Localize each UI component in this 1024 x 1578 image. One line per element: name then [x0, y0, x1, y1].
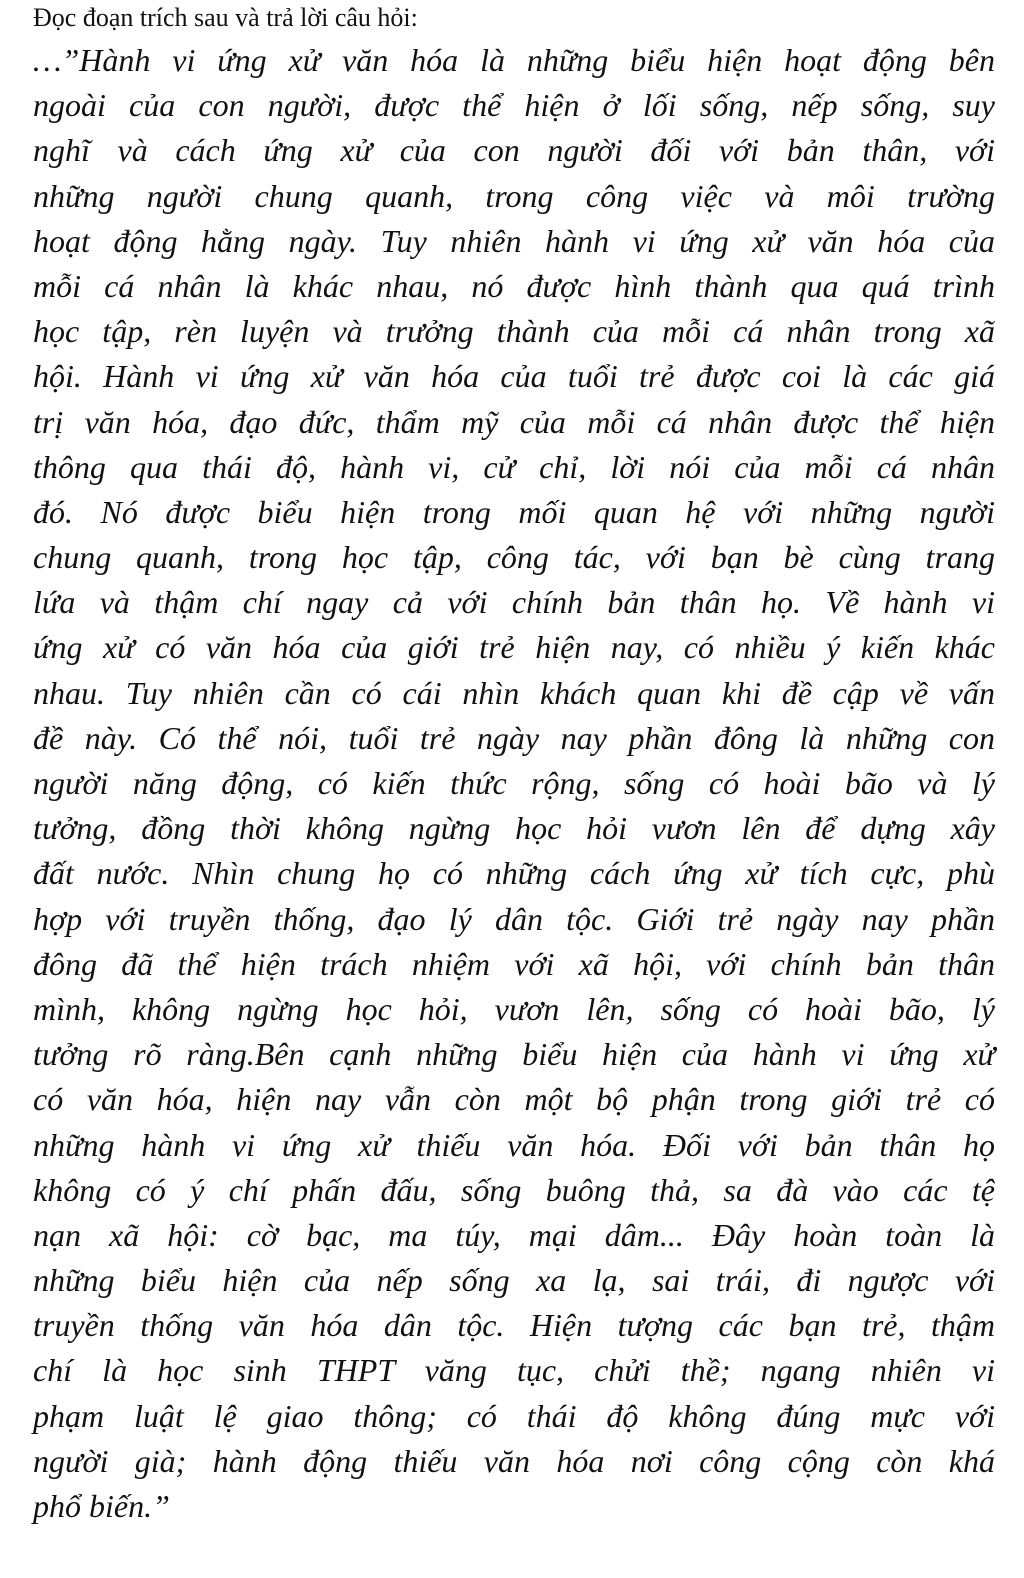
- passage-line: nhau. Tuy nhiên cần có cái nhìn khách quan khi đề cập về vấn: [33, 674, 995, 711]
- passage-line: những người chung quanh, trong công việc và môi trường: [33, 177, 995, 214]
- passage-line: ngoài của con người, được thể hiện ở lối sống, nếp sống, suy: [33, 87, 995, 124]
- passage-line: nạn xã hội: cờ bạc, ma túy, mại dâm... Đây hoàn toàn là: [33, 1216, 995, 1253]
- passage-line: lứa và thậm chí ngay cả với chính bản thân họ. Về hành vi: [33, 584, 995, 621]
- passage-line: có văn hóa, hiện nay vẫn còn một bộ phận trong giới trẻ có: [33, 1081, 995, 1118]
- passage-line: phổ biến.”: [33, 1488, 170, 1524]
- passage-line: những hành vi ứng xử thiếu văn hóa. Đối với bản thân họ: [33, 1126, 995, 1163]
- passage-line: nghĩ và cách ứng xử của con người đối với bản thân, với: [33, 132, 995, 169]
- passage-line: đề này. Có thể nói, tuổi trẻ ngày nay phần đông là những con: [33, 719, 995, 756]
- passage-line: học tập, rèn luyện và trưởng thành của mỗi cá nhân trong xã: [33, 313, 995, 350]
- passage-line: …”Hành vi ứng xử văn hóa là những biểu hiện hoạt động bên: [33, 42, 995, 78]
- passage-line: tưởng, đồng thời không ngừng học hỏi vươn lên để dựng xây: [33, 810, 995, 847]
- passage-line: mình, không ngừng học hỏi, vươn lên, sống có hoài bão, lý: [33, 990, 995, 1027]
- passage-line: đông đã thể hiện trách nhiệm với xã hội, với chính bản thân: [33, 945, 995, 982]
- passage-line: hợp với truyền thống, đạo lý dân tộc. Giới trẻ ngày nay phần: [33, 900, 995, 937]
- passage-line: thông qua thái độ, hành vi, cử chỉ, lời nói của mỗi cá nhân: [33, 448, 995, 485]
- passage-line: không có ý chí phấn đấu, sống buông thả, sa đà vào các tệ: [33, 1171, 995, 1208]
- passage-line: phạm luật lệ giao thông; có thái độ không đúng mực với: [33, 1397, 995, 1434]
- passage-line: những biểu hiện của nếp sống xa lạ, sai trái, đi ngược với: [33, 1262, 995, 1299]
- passage-line: chung quanh, trong học tập, công tác, với bạn bè cùng trang: [33, 539, 995, 576]
- passage-line: đất nước. Nhìn chung họ có những cách ứng xử tích cực, phù: [33, 855, 995, 892]
- passage-line: hoạt động hằng ngày. Tuy nhiên hành vi ứng xử văn hóa của: [33, 222, 995, 259]
- passage-line: truyền thống văn hóa dân tộc. Hiện tượng các bạn trẻ, thậm: [33, 1307, 995, 1344]
- passage-line: ứng xử có văn hóa của giới trẻ hiện nay, có nhiều ý kiến khác: [33, 629, 995, 666]
- passage-line: tưởng rõ ràng.Bên cạnh những biểu hiện của hành vi ứng xử: [33, 1036, 995, 1073]
- passage-line: người năng động, có kiến thức rộng, sống có hoài bão và lý: [33, 765, 995, 801]
- passage-line: đó. Nó được biểu hiện trong mối quan hệ với những người: [33, 493, 995, 530]
- passage-line: trị văn hóa, đạo đức, thẩm mỹ của mỗi cá nhân được thể hiện: [33, 403, 995, 440]
- instruction-heading: Đọc đoạn trích sau và trả lời câu hỏi:: [33, 3, 418, 32]
- passage-line: mỗi cá nhân là khác nhau, nó được hình thành qua quá trình: [33, 267, 995, 304]
- passage-line: người già; hành động thiếu văn hóa nơi công cộng còn khá: [33, 1442, 995, 1479]
- passage-line: chí là học sinh THPT văng tục, chửi thề; ngang nhiên vi: [33, 1352, 995, 1389]
- passage-line: hội. Hành vi ứng xử văn hóa của tuổi trẻ được coi là các giá: [33, 358, 995, 395]
- quoted-passage: [33, 38, 995, 1529]
